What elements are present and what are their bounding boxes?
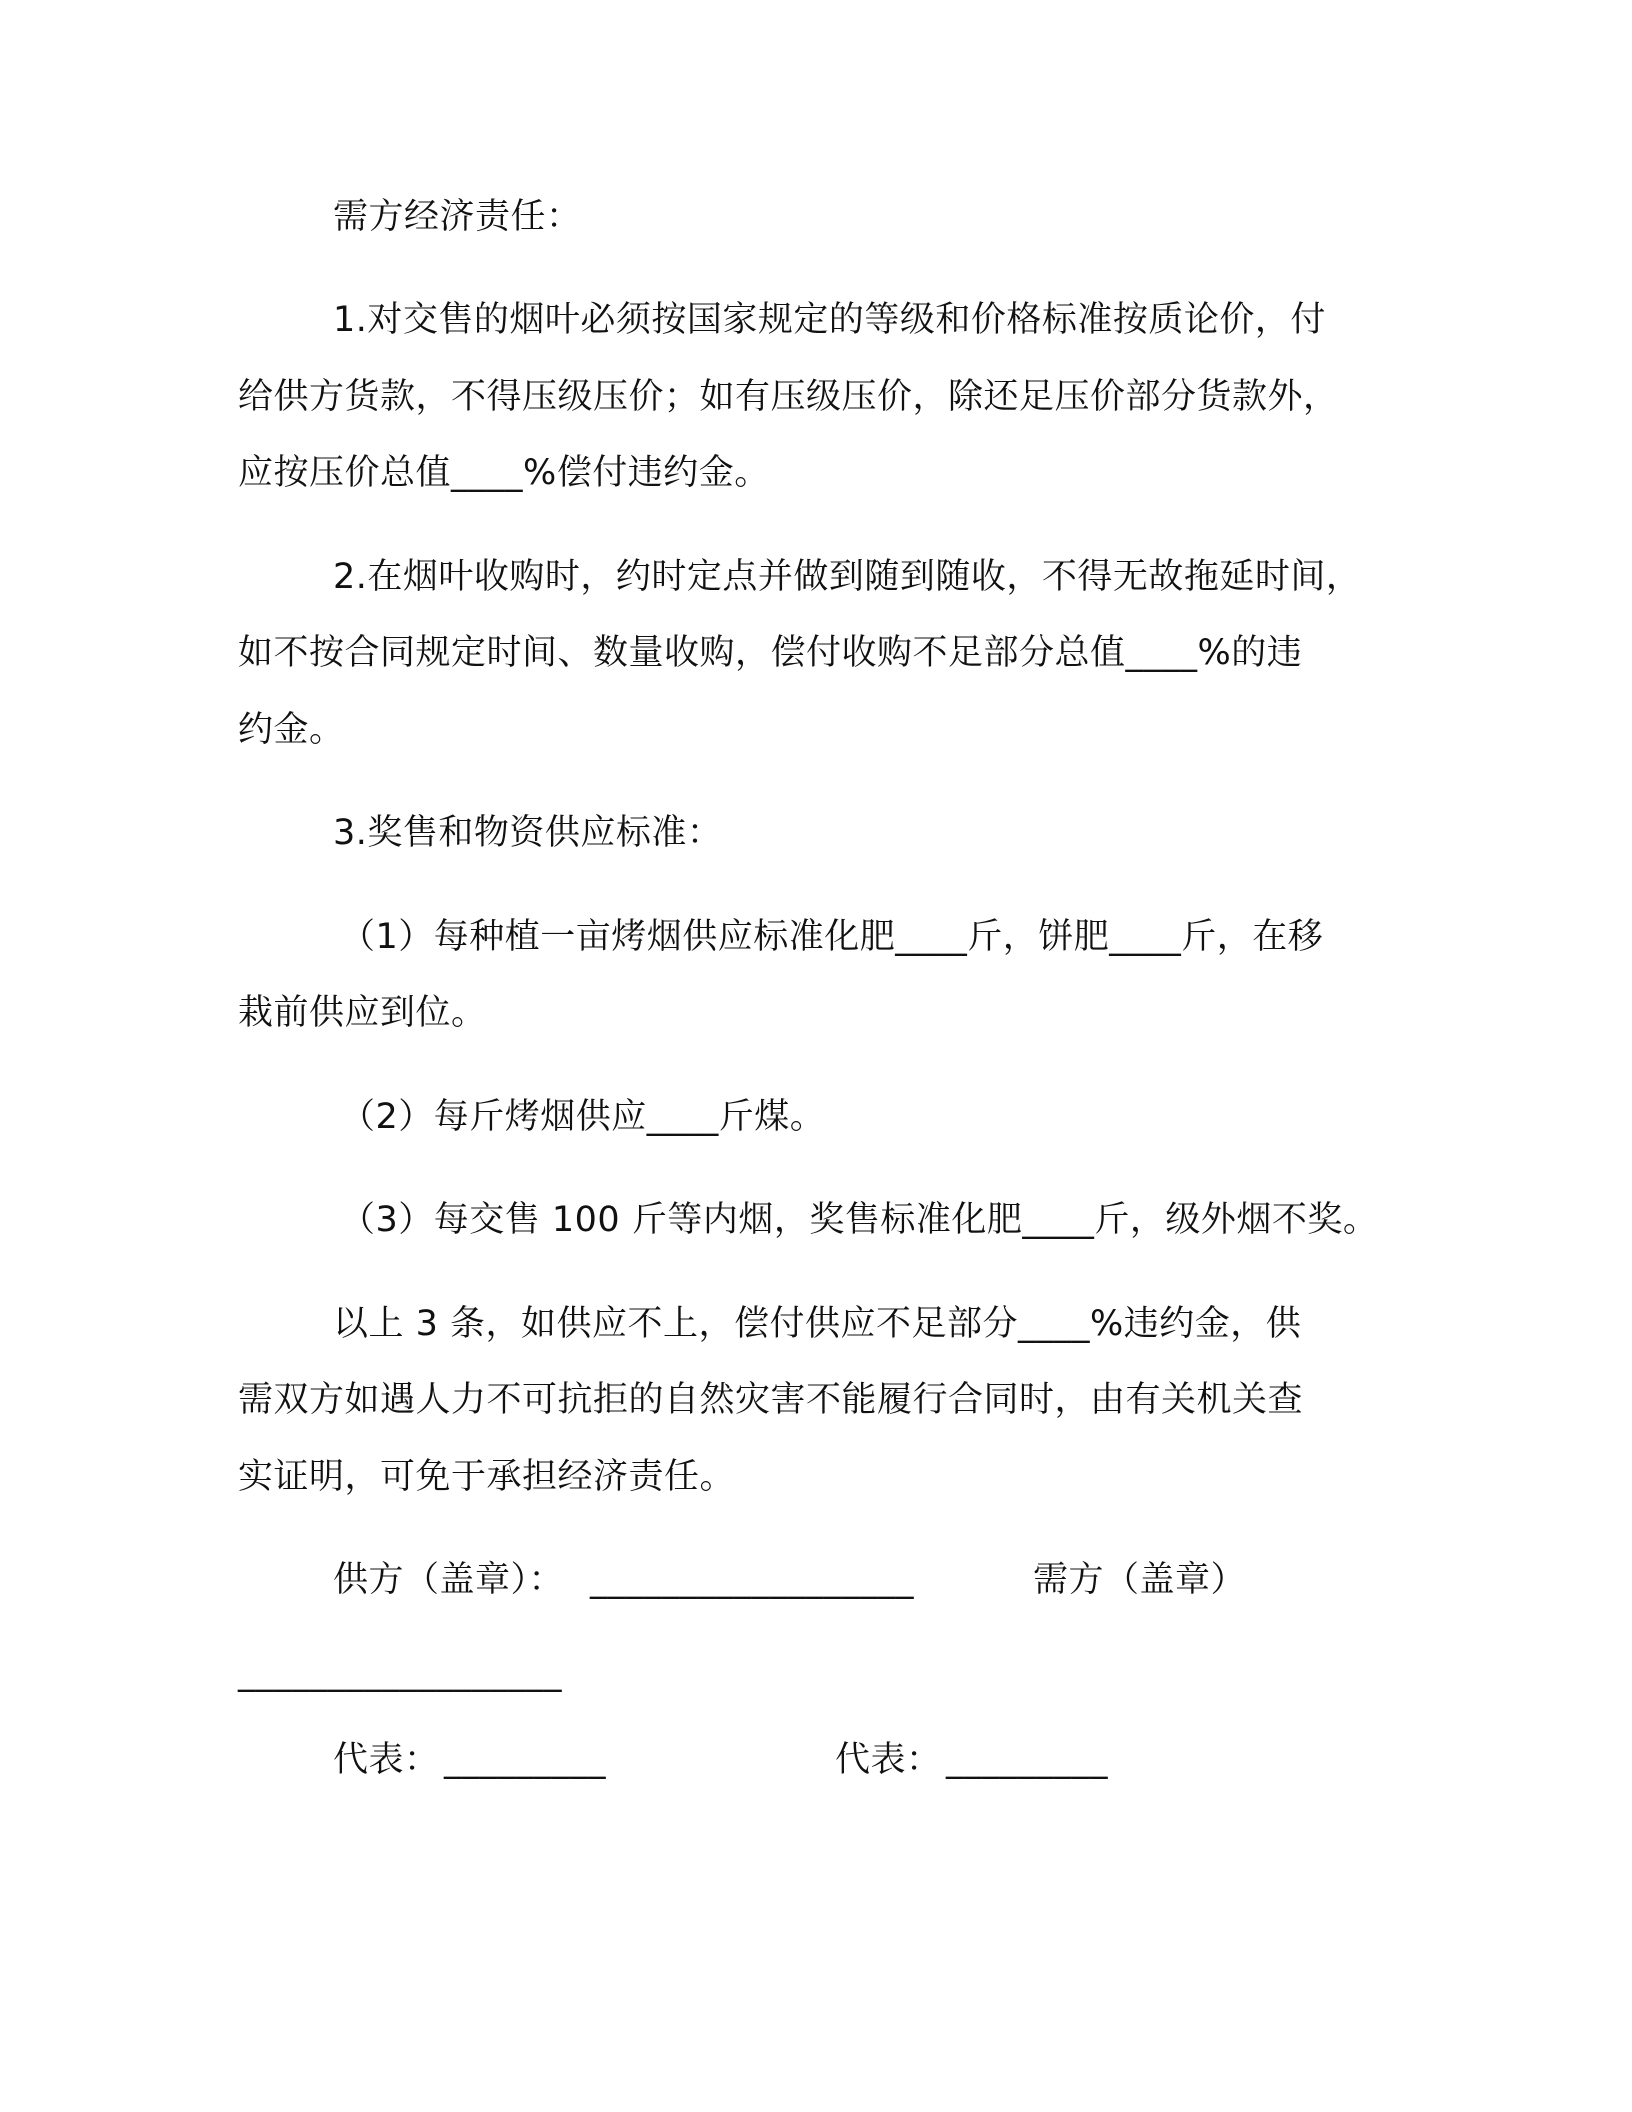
clause-3-item-1-line-1: （1）每种植一亩烤烟供应标准化肥____斤，饼肥____斤，在移 (340, 917, 1324, 957)
clause-2-line-3: 约金。 (238, 710, 345, 750)
section-heading: 需方经济责任： (333, 197, 582, 237)
supplier-seal-label: 供方（盖章）： (333, 1560, 565, 1600)
supplier-representative-blank: _________ (444, 1740, 606, 1780)
clause-3-item-2: （2）每斤烤烟供应____斤煤。 (340, 1097, 826, 1137)
clause-3-item-1-line-2: 栽前供应到位。 (238, 993, 487, 1033)
clause-3-title: 3.奖售和物资供应标准： (333, 813, 723, 853)
supplier-representative-label: 代表： (333, 1740, 440, 1780)
demander-seal-label: 需方（盖章） (1033, 1560, 1247, 1600)
clause-1-line-2: 给供方货款，不得压级压价；如有压级压价，除还足压价部分货款外， (238, 377, 1339, 417)
supplier-seal-blank: __________________ (590, 1560, 914, 1600)
clause-1-line-3: 应按压价总值____%偿付违约金。 (238, 453, 770, 493)
summary-line-1: 以上 3 条，如供应不上，偿付供应不足部分____%违约金，供 (333, 1304, 1302, 1344)
demander-representative-label: 代表： (835, 1740, 942, 1780)
demander-representative-blank: _________ (946, 1740, 1108, 1780)
demander-seal-blank: __________________ (238, 1653, 562, 1693)
clause-2-line-2: 如不按合同规定时间、数量收购，偿付收购不足部分总值____%的违 (238, 633, 1303, 673)
clause-2-line-1: 2.在烟叶收购时，约时定点并做到随到随收，不得无故拖延时间， (333, 557, 1362, 597)
clause-3-item-3: （3）每交售 100 斤等内烟，奖售标准化肥____斤，级外烟不奖。 (340, 1200, 1379, 1240)
summary-line-2: 需双方如遇人力不可抗拒的自然灾害不能履行合同时，由有关机关查 (238, 1380, 1304, 1420)
clause-1-line-1: 1.对交售的烟叶必须按国家规定的等级和价格标准按质论价，付 (333, 300, 1326, 340)
summary-line-3: 实证明，可免于承担经济责任。 (238, 1457, 736, 1497)
